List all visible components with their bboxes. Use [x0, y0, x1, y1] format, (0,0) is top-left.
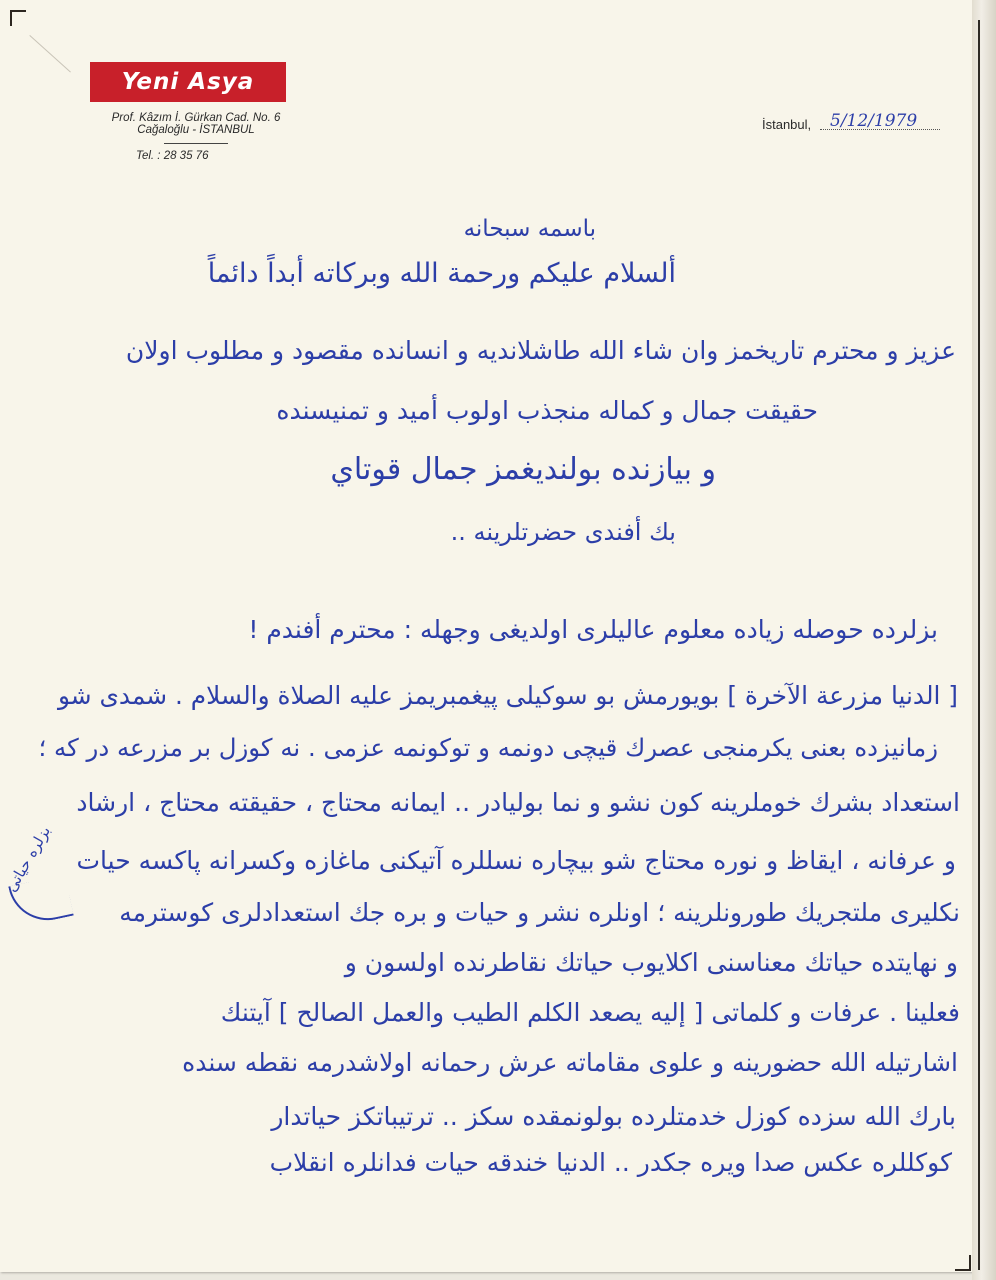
dateline-city: İstanbul,	[762, 117, 812, 132]
body-line-11: كوكللره عكس صدا ويره جكدر .. الدنيا خندقه حيات فدانلره انقلاب	[269, 1148, 952, 1177]
address-line-4: بك أفندى حضرتلرينه ..	[450, 518, 676, 546]
address-line-2: حقيقت جمال و كماله منجذب اولوب أميد و تمنيسنده	[276, 396, 818, 425]
body-line-2: [ الدنيا مزرعة الآخرة ] بويورمش بو سوكيلى پيغمبريمز عليه الصلاة والسلام . شمدى شو	[57, 681, 958, 710]
letterhead-address-line2: Cağaloğlu - İSTANBUL	[137, 124, 255, 136]
body-line-9: اشارتيله الله حضورينه و علوى مقاماته عرش رحمانه اولاشدرمه نقطه سنده	[182, 1048, 958, 1077]
edge-line	[978, 20, 980, 1270]
page-edge	[972, 0, 996, 1280]
letterhead-address-line1: Prof. Kâzım İ. Gürkan Cad. No. 6	[111, 112, 281, 124]
letterhead-telephone: Tel. : 28 35 76	[136, 150, 209, 162]
dateline	[762, 113, 962, 137]
margin-note: بزلره حياتى	[2, 822, 55, 895]
letterhead-divider	[164, 143, 228, 144]
body-line-10: بارك الله سزده كوزل خدمتلرده بولونمقده سكز .. ترتيباتكز حياتدار	[271, 1102, 956, 1131]
body-line-4: استعداد بشرك خوملرينه كون نشو و نما بوليادر .. ايمانه محتاج ، حقيقته محتاج ، ارشاد	[76, 788, 960, 817]
body-line-8: فعلينا . عرفات و كلماتى [ إليه يصعد الكلم الطيب والعمل الصالح ] آيتنك	[220, 998, 960, 1027]
body-line-5: و عرفانه ، ايقاظ و نوره محتاج شو بيچاره نسللره آتيكنى ماغازه وكسرانه پاكسه حيات	[76, 846, 956, 875]
dateline-date: 5/12/1979	[830, 111, 918, 131]
corner-mark-top-left	[10, 10, 26, 26]
salutation: ألسلام عليكم ورحمة الله وبركاته أبداً دائماً	[207, 258, 676, 289]
body-line-1: بزلرده حوصله زياده معلوم عاليلرى اولديغى وجهله : محترم أفندم !	[248, 615, 938, 644]
corner-mark-bottom-right	[955, 1255, 971, 1271]
body-line-6: نكليرى ملتجريك طورونلرينه ؛ اونلره نشر و حيات و بره جك استعدادلرى كوسترمه	[119, 898, 960, 927]
body-line-3: زمانيزده بعنى يكرمنجى عصرك قيچى دونمه و توكونمه عزمى . نه كوزل بر مزرعه در كه ؛	[38, 733, 938, 762]
yeni-asya-logo: Yeni Asya	[90, 62, 286, 102]
address-line-1: عزيز و محترم تاريخمز وان شاء الله طاشلانديه و انسانده مقصود و مطلوب اولان	[125, 336, 956, 365]
address-line-3: و بيازنده بولنديغمز جمال قوتاي	[330, 452, 716, 487]
basmala: باسمه سبحانه	[463, 216, 596, 242]
body-line-7: و نهايتده حياتك معناسنى اكلايوب حياتك نقاطرنده اولسون و	[344, 948, 958, 977]
